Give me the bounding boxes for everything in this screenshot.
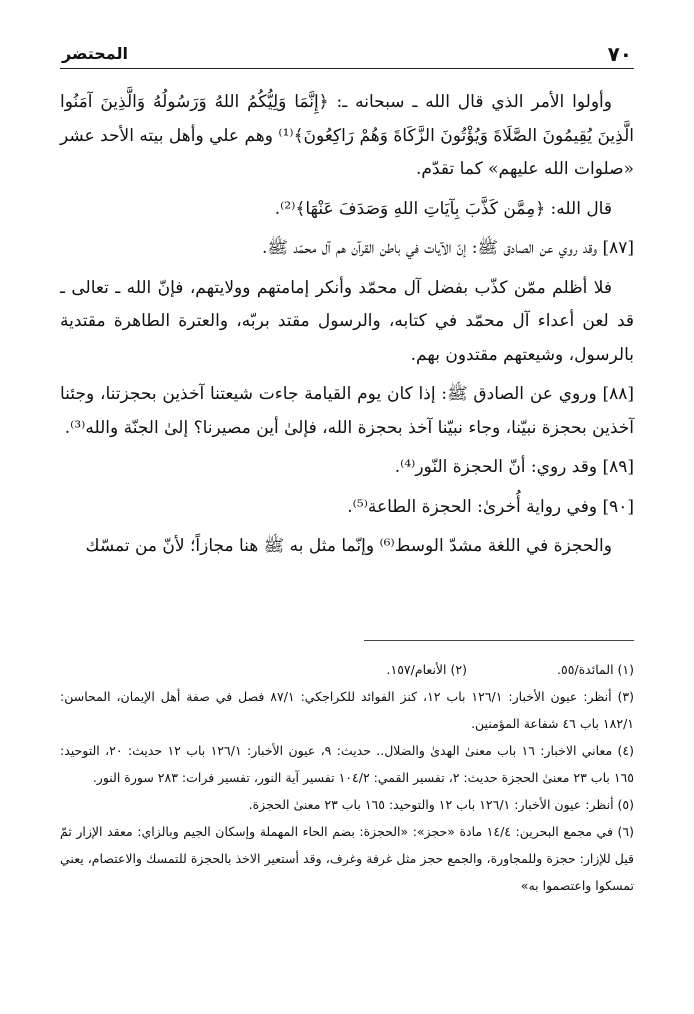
footnote-2: (٢) الأنعام/١٥٧. <box>386 662 467 677</box>
paragraph-verse-takdhib: قال الله: ﴿مِمَّن كَذَّبَ بِآيَاتِ اللهِ وَصَدَفَ عَنْهَا﴾⁽²⁾. <box>274 198 612 219</box>
footnote-5: (٥) أنظر: عيون الأخبار: ١٢٦/١ باب ١٢ والتوحيد: ١٦٥ باب ٢٣ معنىٰ الحجزة. <box>248 797 634 812</box>
page-number: ٧٠ <box>607 42 632 66</box>
paragraph-commentary: فلا أظلم ممّن كذّب بفضل آل محمّد وأنكر إمامتهم وولايتهم، فإنّ الله ـ تعالى ـ قد لعن أعداء آل محمّد في كتابه، والرسول مقتد بربّه، والعترة الطاهرة مقتدية بالرسول، وشيعتهم مقتدون بهم. <box>60 277 634 365</box>
hadith-88: [٨٨] وروي عن الصادق ﷺ: إذا كان يوم القيامة جاءت شيعتنا آخذين بحجزتنا، وجئنا آخذين بحجزة نبيّنا، وجاء نبيّنا آخذ بحجزة الله، فإلىٰ أين مصيرنا؟ إلىٰ الجنّة والله⁽³⁾. <box>60 384 634 438</box>
footnote-3: (٣) أنظر: عيون الأخبار: ١٢٦/١ باب ١٢، كنز الفوائد للكراجكي: ٨٧/١ فصل في صفة أهل الإيمان، المحاسن: ١٨٢/١ باب ٤٦ شفاعة المؤمنين. <box>60 689 634 731</box>
footnote-divider <box>364 640 634 641</box>
footnotes <box>60 656 634 899</box>
footnote-6: (٦) في مجمع البحرين: ١٤/٤ مادة «حجز»: «الحجزة: بضم الحاء المهملة وإسكان الجيم وبالزاي: معقد الإزار ثمّ قيل للإزار: حجزة وللمجاورة، والجمع حجز مثل غرفة وغرف، وقد أستعير الاخذ بالحجزة للتمسك والاعتصام، يعني تمسكوا واعتصموا به» <box>60 824 634 893</box>
footnote-1: (١) المائدة/٥٥. <box>557 662 634 677</box>
main-text <box>60 86 634 570</box>
paragraph-verse-wilaya: وأولوا الأمر الذي قال الله ـ سبحانه ـ: ﴿إِنَّمَا وَلِيُّكُمُ اللهُ وَرَسُولُهُ وَالَّذِينَ آمَنُوا الَّذِينَ يُقِيمُونَ الصَّلَاةَ وَيُؤْتُونَ الزَّكَاةَ وَهُمْ رَاكِعُونَ﴾⁽¹⁾ وهم علي وأهل بيته الأحد عشر «صلوات الله عليهم» كما تقدّم. <box>60 92 634 179</box>
page-header <box>60 40 634 69</box>
paragraph-hujza-definition: والحجزة في اللغة مشدّ الوسط⁽⁶⁾ وإنّما مثل به ﷺ هنا مجازاً؛ لأنّ من تمسّك <box>85 536 612 556</box>
hadith-90: [٩٠] وفي رواية أُخرىٰ: الحجزة الطاعة⁽⁵⁾. <box>347 496 634 517</box>
footnote-row-1-2 <box>60 656 634 683</box>
footnote-4: (٤) معاني الاخبار: ١٦ باب معنىٰ الهدىٰ والضلال.. حديث: ٩، عيون الأخبار: ١٢٦/١ باب ١٢ حديث: ٢٠، التوحيد: ١٦٥ باب ٢٣ معنىٰ الحجزة حديث: ٢، تفسير القمي: ١٠٤/٢ تفسير آية النور، تفسير فرات: ٢٨٣ سورة النور. <box>60 743 634 785</box>
hadith-89: [٨٩] وقد روي: أنّ الحجزة النّور⁽⁴⁾. <box>394 457 634 477</box>
hadith-87: [٨٧] وقد روي عن الصادق ﷺ: إنّ الآيات في باطن القرآن هم آل محمّد ﷺ. <box>261 238 634 258</box>
running-title: المحتضر <box>62 44 128 63</box>
